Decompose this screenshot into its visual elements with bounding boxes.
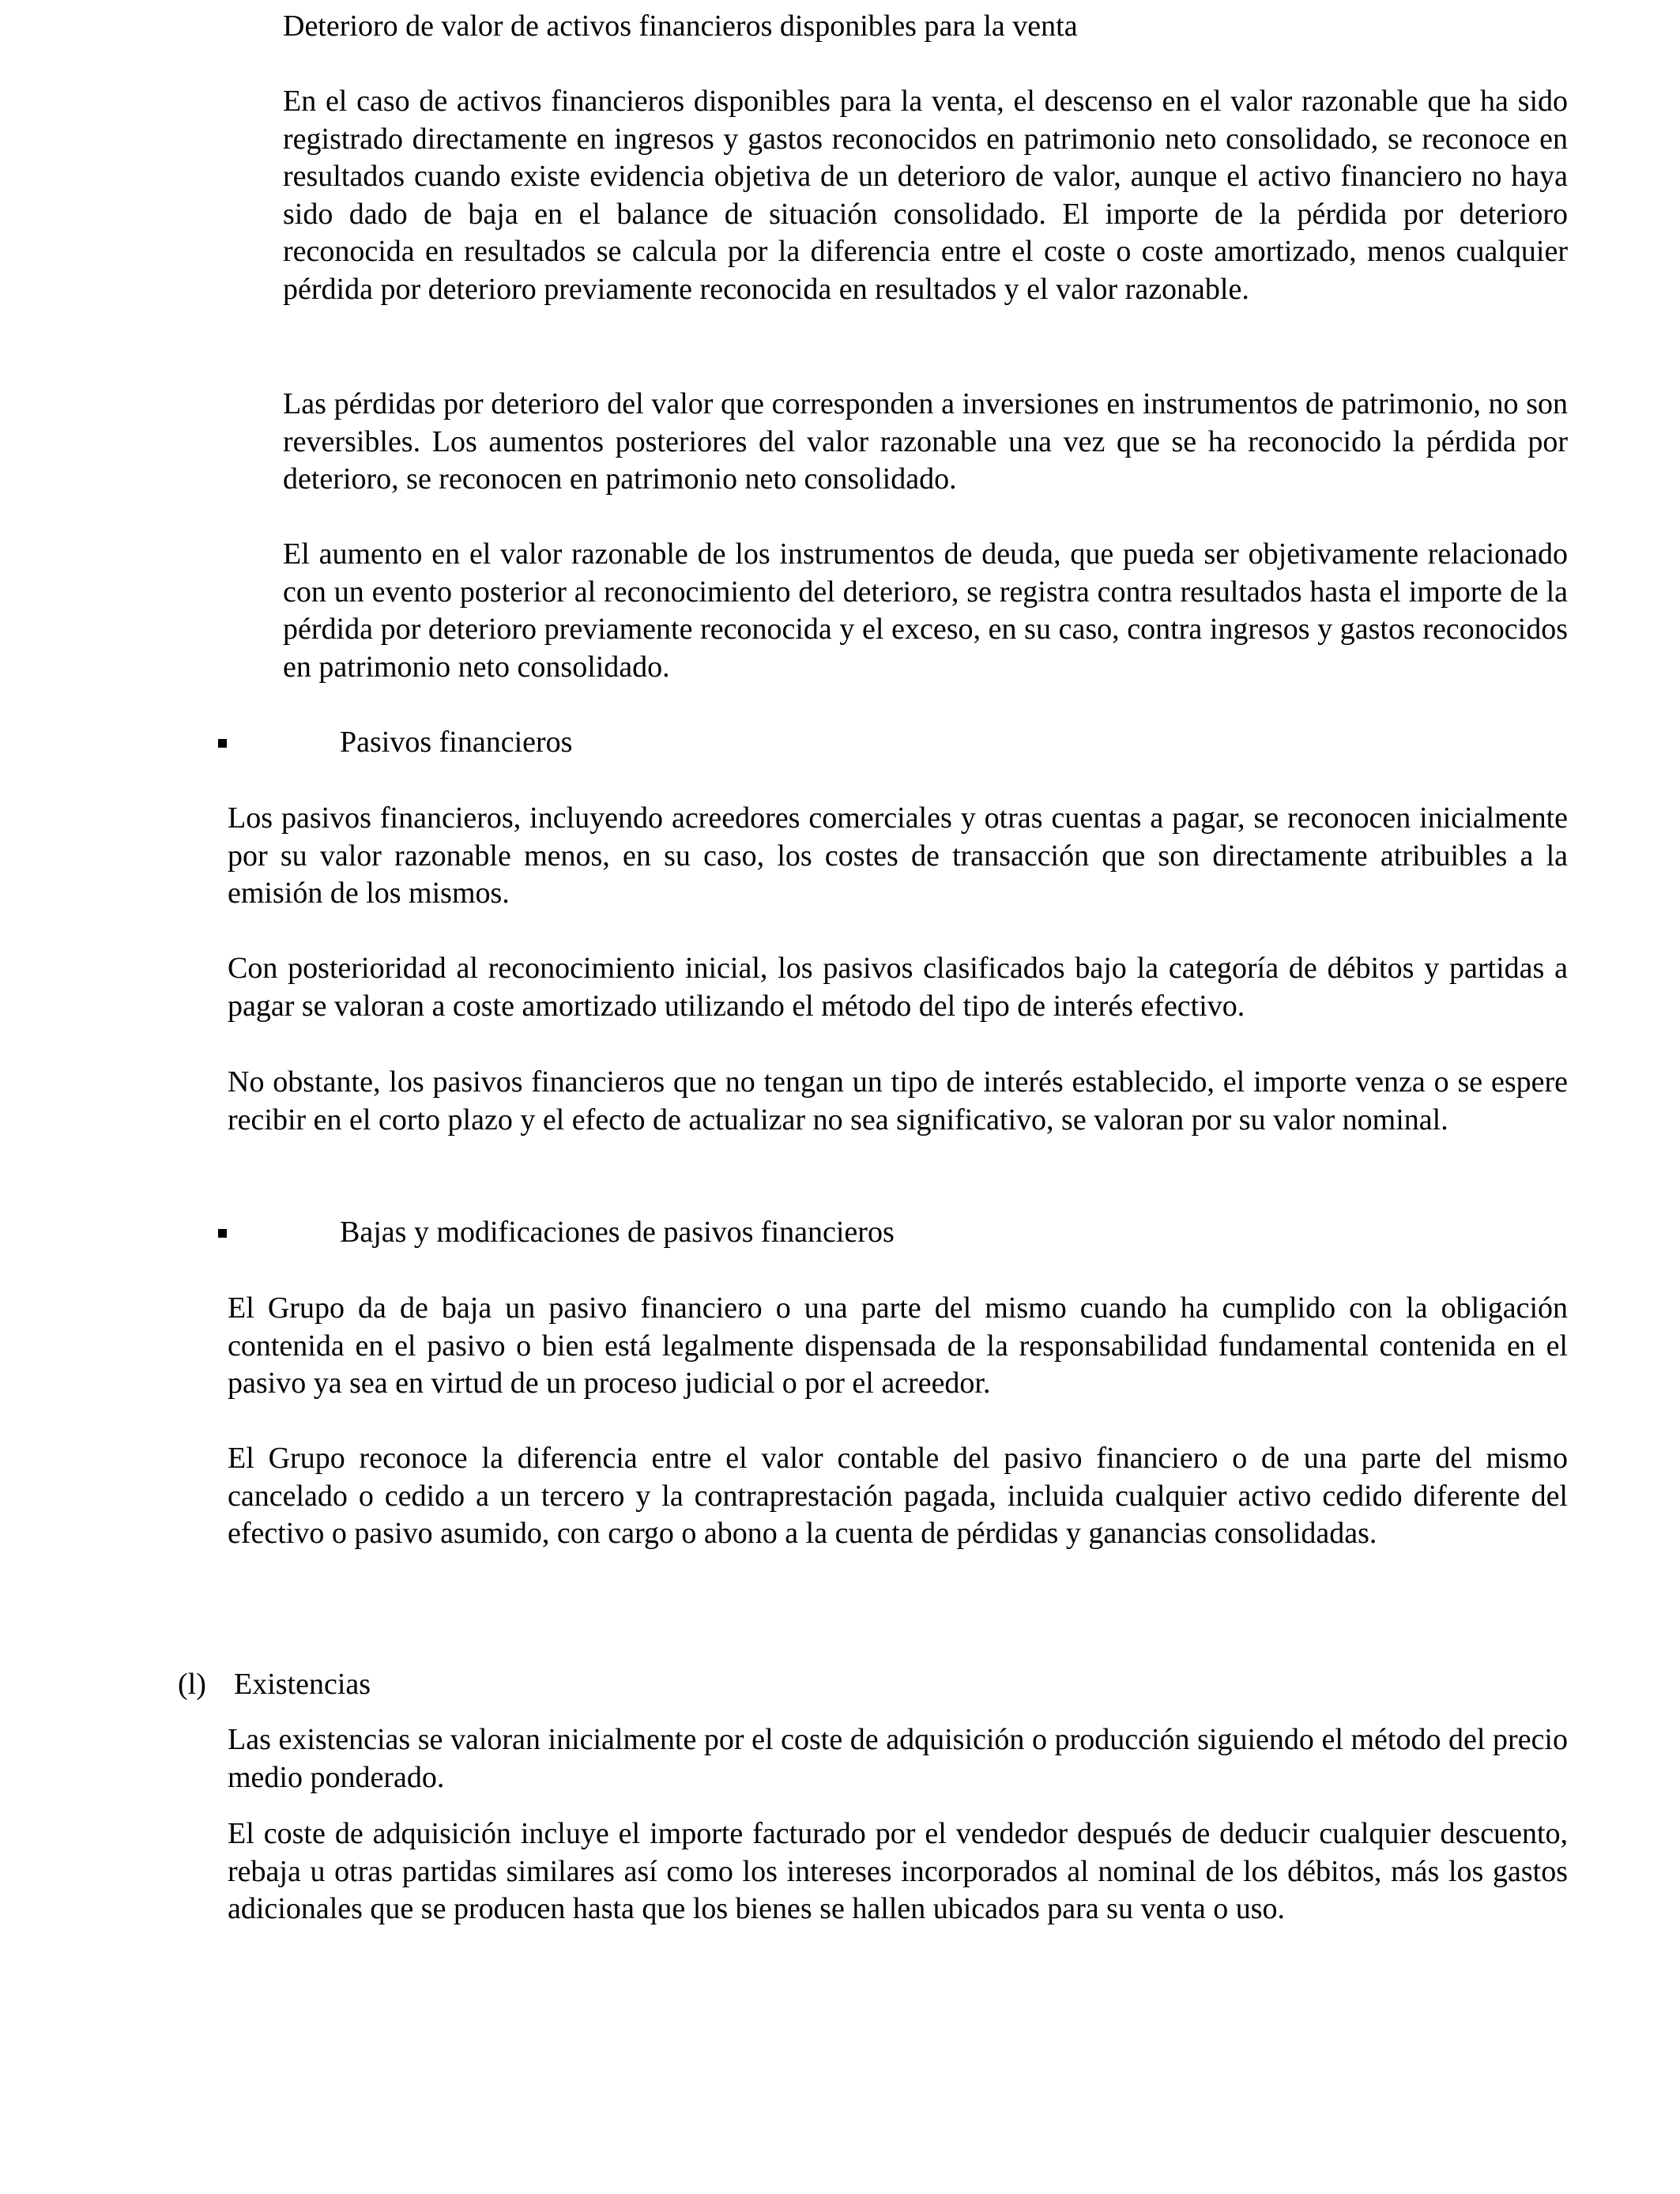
- section-heading-inventories: Existencias: [234, 1668, 371, 1701]
- paragraph-debt-reversal: El aumento en el valor razonable de los instrumentos de deuda, que pueda ser objetivamente relacionado con un evento posterior al reconocimiento del deterioro, se registra contra resultados hasta el importe de la pérdida por deterioro previamente reconocida y el exceso, en su caso, contra ingresos y gastos reconocidos en patrimonio neto consolidado.: [283, 537, 1568, 684]
- paragraph-afs-impairment: En el caso de activos financieros disponibles para la venta, el descenso en el valor razonable que ha sido registrado directamente en ingresos y gastos reconocidos en patrimonio neto consolidado, se reconoce en resultados cuando existe evidencia objetiva de un deterioro de valor, aunque el activo financiero no haya sido dado de baja en el balance de situación consolidado. El importe de la pérdida por deterioro reconocida en resultados se calcula por la diferencia entre el coste o coste amortizado, menos cualquier pérdida por deterioro previamente reconocida en resultados y el valor razonable.: [283, 85, 1568, 306]
- paragraph-inventories-valuation: Las existencias se valoran inicialmente por el coste de adquisición o producción siguiendo el método del precio medio ponderado.: [228, 1723, 1568, 1794]
- paragraph-inventories-cost: El coste de adquisición incluye el importe facturado por el vendedor después de deducir cualquier descuento, rebaja u otras partidas similares así como los intereses incorporados al nominal de los débitos, más los gastos adicionales que se producen hasta que los bienes se hallen ubicados para su venta o uso.: [228, 1817, 1568, 1925]
- paragraph-derecognition: El Grupo da de baja un pasivo financiero o una parte del mismo cuando ha cumplido con la obligación contenida en el pasivo o bien está legalmente dispensada de la responsabilidad fundamental contenida en el pasivo ya sea en virtud de un proceso judicial o por el acreedor.: [228, 1291, 1568, 1400]
- paragraph-liabilities-nominal: No obstante, los pasivos financieros que no tengan un tipo de interés establecido, el importe venza o se espere recibir en el corto plazo y el efecto de actualizar no sea significativo, se valoran por su valor nominal.: [228, 1065, 1568, 1137]
- section-heading-derecognition: Bajas y modificaciones de pasivos financieros: [340, 1216, 895, 1249]
- paragraph-derecognition-difference: El Grupo reconoce la diferencia entre el valor contable del pasivo financiero o de una parte del mismo cancelado o cedido a un tercero y la contraprestación pagada, incluida cualquier activo cedido diferente del efectivo o pasivo asumido, con cargo o abono a la cuenta de pérdidas y ganancias consolidadas.: [228, 1442, 1568, 1550]
- paragraph-liabilities-subsequent: Con posterioridad al reconocimiento inicial, los pasivos clasificados bajo la categoría de débitos y partidas a pagar se valoran a coste amortizado utilizando el método del tipo de interés efectivo.: [228, 952, 1568, 1023]
- section-heading-financial-liabilities: Pasivos financieros: [340, 726, 573, 759]
- bullet-icon: [218, 1229, 227, 1238]
- section-marker-l: (l): [178, 1668, 206, 1701]
- paragraph-liabilities-initial: Los pasivos financieros, incluyendo acreedores comerciales y otras cuentas a pagar, se reconocen inicialmente por su valor razonable menos, en su caso, los costes de transacción que son directamente atribuibles a la emisión de los mismos.: [228, 801, 1568, 910]
- paragraph-equity-impairment: Las pérdidas por deterioro del valor que corresponden a inversiones en instrumentos de patrimonio, no son reversibles. Los aumentos posteriores del valor razonable una vez que se ha reconocido la pérdida por deterioro, se reconocen en patrimonio neto consolidado.: [283, 387, 1568, 496]
- section-heading-available-for-sale: Deterioro de valor de activos financieros disponibles para la venta: [283, 9, 1078, 43]
- bullet-icon: [218, 739, 227, 748]
